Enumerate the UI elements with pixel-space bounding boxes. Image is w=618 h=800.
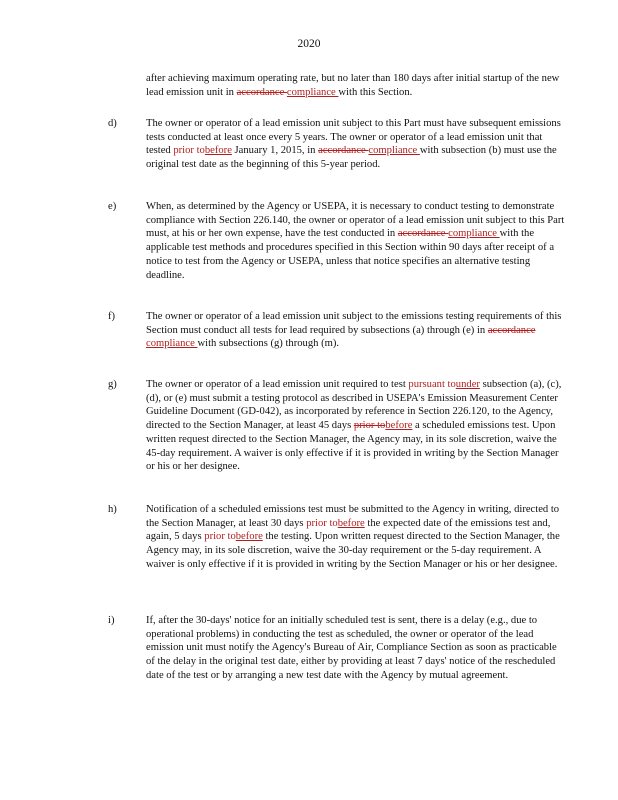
changed-text: prior to — [173, 145, 205, 157]
text: with the applicable test methods and procedures specified in this Section within 90 days after receipt of a notice to test from the Agency or USEPA, unless that notice specifies an alternative testing deadline. — [146, 228, 555, 281]
text: If, after the 30-days' notice for an initially scheduled test is sent, there is a delay (e.g., due to operational problems) in conducting the test as scheduled, the owner or operator of the lead emission unit must notify the Agency's Bureau of Air, Compliance Section as soon as practicable of the delay in the original test date, either by providing at least 7 days' notice of the rescheduled date of the test or by arranging a new test date with the Agency by mutual agreement. — [146, 615, 557, 681]
subsection-text — [146, 614, 566, 683]
deleted-text: prior to — [353, 420, 386, 432]
text: January 1, 2015, in — [231, 145, 319, 157]
subsection-text — [146, 200, 566, 282]
inserted-text: before — [235, 531, 263, 543]
deleted-text: accordance — [397, 228, 449, 240]
text: The owner or operator of a lead emission unit subject to this Part must have subsequent emissions tests conducted at least once every 5 years. The owner or operator of a lead emission unit that tested — [146, 118, 561, 157]
text: When, as determined by the Agency or USEPA, it is necessary to conduct testing to demonstrate compliance with Section 226.140, the owner or operator of a lead emission unit subject to this Part must, at his or her own expense, have the test conducted in — [146, 201, 565, 240]
deleted-text: accordance — [487, 324, 536, 336]
inserted-text: before — [337, 517, 365, 529]
inserted-text: compliance — [286, 86, 339, 98]
text: with this Section. — [338, 86, 413, 98]
inserted-text: before — [204, 145, 232, 157]
changed-text: pursuant to — [408, 379, 456, 390]
text: Notification of a scheduled emissions test must be submitted to the Agency in writing, directed to the Section Manager, at least 30 days — [146, 504, 560, 529]
subsection-text — [146, 310, 566, 351]
changed-text: prior to — [204, 531, 236, 543]
continued-paragraph — [146, 72, 566, 99]
subsection-label: h) — [108, 504, 117, 515]
subsection-text — [146, 117, 566, 172]
inserted-text: compliance — [448, 228, 500, 240]
deleted-text: accordance — [236, 86, 287, 98]
text: subsection (a), (c), (d), or (e) must submit a testing protocol as described in USEPA's Emission Measurement Center Guideline Document (GD-042), as incorporated by reference in Section 226.120, to the Agency, directed to the Section Manager, at least 45 days — [146, 379, 562, 432]
subsection-label: g) — [108, 379, 117, 390]
subsection-text — [146, 378, 566, 474]
page-number: 2020 — [297, 38, 321, 50]
subsection-label: d) — [108, 118, 117, 129]
inserted-text: before — [385, 420, 413, 432]
subsection-label: e) — [108, 201, 117, 212]
text: after achieving maximum operating rate, but no later than 180 days after initial startup of the new lead emission unit in — [146, 73, 560, 98]
inserted-text: compliance — [146, 338, 198, 350]
deleted-text: accordance — [318, 145, 369, 157]
text: a scheduled emissions test. Upon written request directed to the Section Manager, the Agency may, in its sole discretion, waive the 45-day requirement. A waiver is only effective if it is provided in writing by the Section Manager or his or her designee. — [146, 420, 559, 473]
text: with subsections (g) through (m). — [197, 338, 340, 350]
inserted-text: under — [455, 379, 480, 390]
changed-text: prior to — [306, 517, 338, 529]
text: the expected date of the emissions test and, again, 5 days — [146, 517, 551, 543]
text: with subsection (b) must use the original test date as the beginning of this 5-year period. — [146, 145, 557, 171]
subsection-label: f) — [108, 311, 116, 322]
subsection-label: i) — [108, 615, 115, 626]
text: the testing. Upon written request directed to the Section Manager, the Agency may, in its sole discretion, waive the 30-day requirement or the 5-day requirement. A waiver is only effective if it is provided in writing by the Section Manager or his or her designee. — [146, 531, 560, 570]
text: The owner or operator of a lead emission unit subject to the emissions testing requirements of this Section must conduct all tests for lead required by subsections (a) through (e) in — [146, 311, 562, 336]
inserted-text: compliance — [368, 145, 420, 157]
text: The owner or operator of a lead emission unit required to test — [146, 379, 409, 390]
subsection-text — [146, 503, 566, 572]
